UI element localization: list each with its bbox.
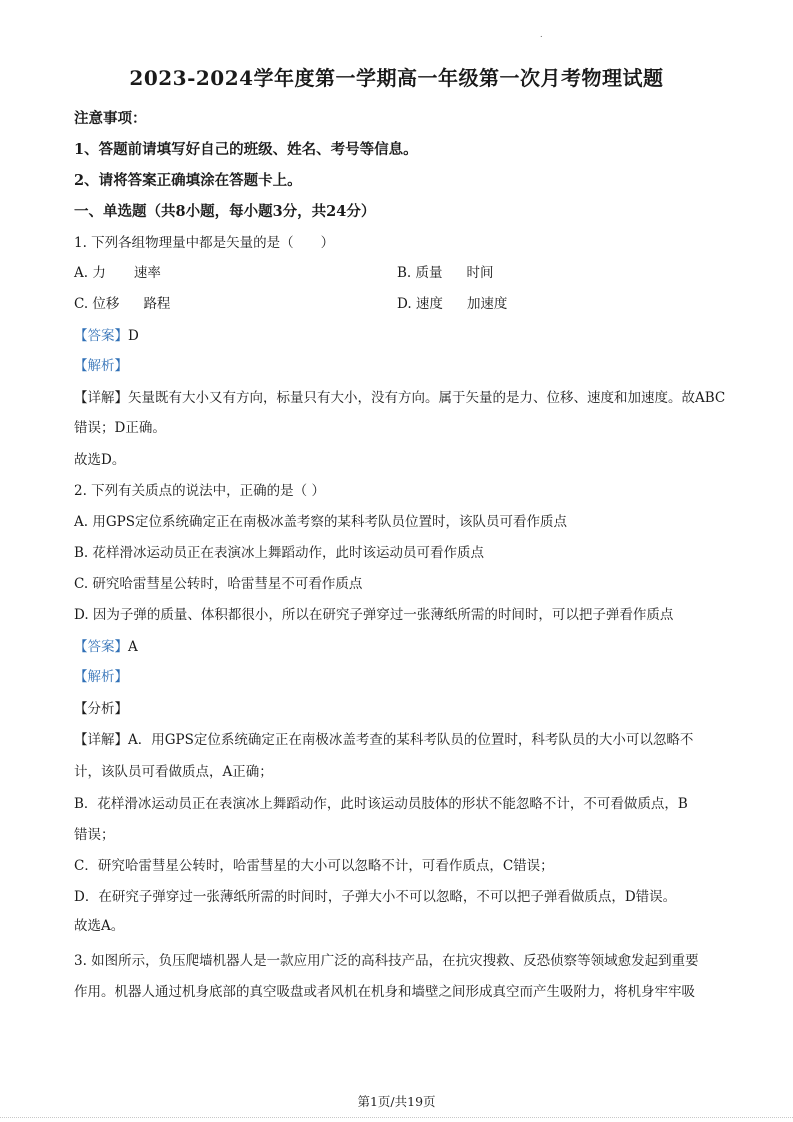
notice-heading: 注意事项： <box>74 110 147 127</box>
q1-detail-line-2: 错误；D正确。 <box>74 420 166 436</box>
q2-stem: 2. 下列有关质点的说法中，正确的是（ ） <box>74 483 325 499</box>
q1-option-a <box>74 265 161 281</box>
q1-answer-label: 【答案】 <box>74 328 128 344</box>
q1-option-b-text: 时间 <box>466 265 494 281</box>
q2-option-d: D. 因为子弹的质量、体积都很小，所以在研究子弹穿过一张薄纸所需的时间时，可以把子弹看作质点 <box>74 607 674 623</box>
q2-analysis-label: 【解析】 <box>74 669 128 685</box>
q1-option-c-text: 路程 <box>143 296 171 312</box>
section-heading-single-choice: 一、单选题（共8小题，每小题3分，共24分） <box>74 203 376 220</box>
notice-item-2: 2、请将答案正确填涂在答题卡上。 <box>74 172 302 189</box>
q1-option-c-label: C. 位移 <box>74 296 120 312</box>
q2-detail-line-4: 错误； <box>74 827 115 843</box>
q2-option-b: B. 花样滑冰运动员正在表演冰上舞蹈动作，此时该运动员可看作质点 <box>74 545 485 561</box>
q1-analysis-label: 【解析】 <box>74 358 128 374</box>
q1-option-d-text: 加速度 <box>466 296 508 312</box>
q2-detail-line-2: 计，该队员可看做质点，A正确； <box>74 764 273 780</box>
q1-option-a-text: 速率 <box>133 265 161 281</box>
q2-detail-line-3: B．花样滑冰运动员正在表演冰上舞蹈动作，此时该运动员肢体的形状不能忽略不计，不可看做质点，B <box>74 796 688 812</box>
exam-title: 2023-2024学年度第一学期高一年级第一次月考物理试题 <box>129 66 664 90</box>
q2-detail-line-6: D．在研究子弹穿过一张薄纸所需的时间时，子弹大小不可以忽略，不可以把子弹看做质点，D错误。 <box>74 889 677 905</box>
q2-answer <box>74 639 138 655</box>
q1-stem: 1. 下列各组物理量中都是矢量的是（ ） <box>74 235 335 251</box>
q1-detail-label: 【详解】 <box>74 390 128 406</box>
page-number: 第1页/共19页 <box>357 1094 436 1109</box>
q1-answer <box>74 328 139 344</box>
q1-answer-value: D <box>128 328 139 344</box>
q2-detail-label: 【详解】 <box>74 732 128 748</box>
q1-option-b-label: B. 质量 <box>397 265 443 281</box>
speck-mark: . <box>540 30 543 39</box>
q1-option-c <box>74 296 170 312</box>
q2-detail-text-1: A．用GPS定位系统确定正在南极冰盖考查的某科考队员的位置时，科考队员的大小可以忽略不 <box>128 732 694 748</box>
q2-answer-value: A <box>128 639 138 655</box>
q2-conclusion: 故选A。 <box>74 918 125 934</box>
q1-option-d-label: D. 速度 <box>397 296 443 312</box>
q2-analysis-heading: 【分析】 <box>74 701 128 717</box>
q3-stem-line-2: 作用。机器人通过机身底部的真空吸盘或者风机在机身和墙壁之间形成真空而产生吸附力，将机身牢牢吸 <box>74 984 695 1000</box>
q2-detail-line-1 <box>74 732 693 748</box>
q1-conclusion: 故选D。 <box>74 452 126 468</box>
q3-stem-line-1: 3. 如图所示，负压爬墙机器人是一款应用广泛的高科技产品，在抗灾搜救、反恐侦察等领域愈发起到重要 <box>74 953 699 969</box>
q2-option-a: A. 用GPS定位系统确定正在南极冰盖考察的某科考队员位置时，该队员可看作质点 <box>74 514 567 530</box>
q1-option-b <box>397 265 494 281</box>
bottom-divider <box>0 1117 793 1118</box>
q2-answer-label: 【答案】 <box>74 639 128 655</box>
q1-detail-text-1: 矢量既有大小又有方向，标量只有大小，没有方向。属于矢量的是力、位移、速度和加速度。故ABC <box>128 390 726 406</box>
q2-option-c: C. 研究哈雷彗星公转时，哈雷彗星不可看作质点 <box>74 576 363 592</box>
notice-item-1: 1、答题前请填写好自己的班级、姓名、考号等信息。 <box>74 141 418 158</box>
q1-detail-line-1 <box>74 390 725 406</box>
q1-option-a-label: A. 力 <box>74 265 106 281</box>
q2-detail-line-5: C．研究哈雷彗星公转时，哈雷彗星的大小可以忽略不计，可看作质点，C错误； <box>74 858 554 874</box>
q1-option-d <box>397 296 507 312</box>
